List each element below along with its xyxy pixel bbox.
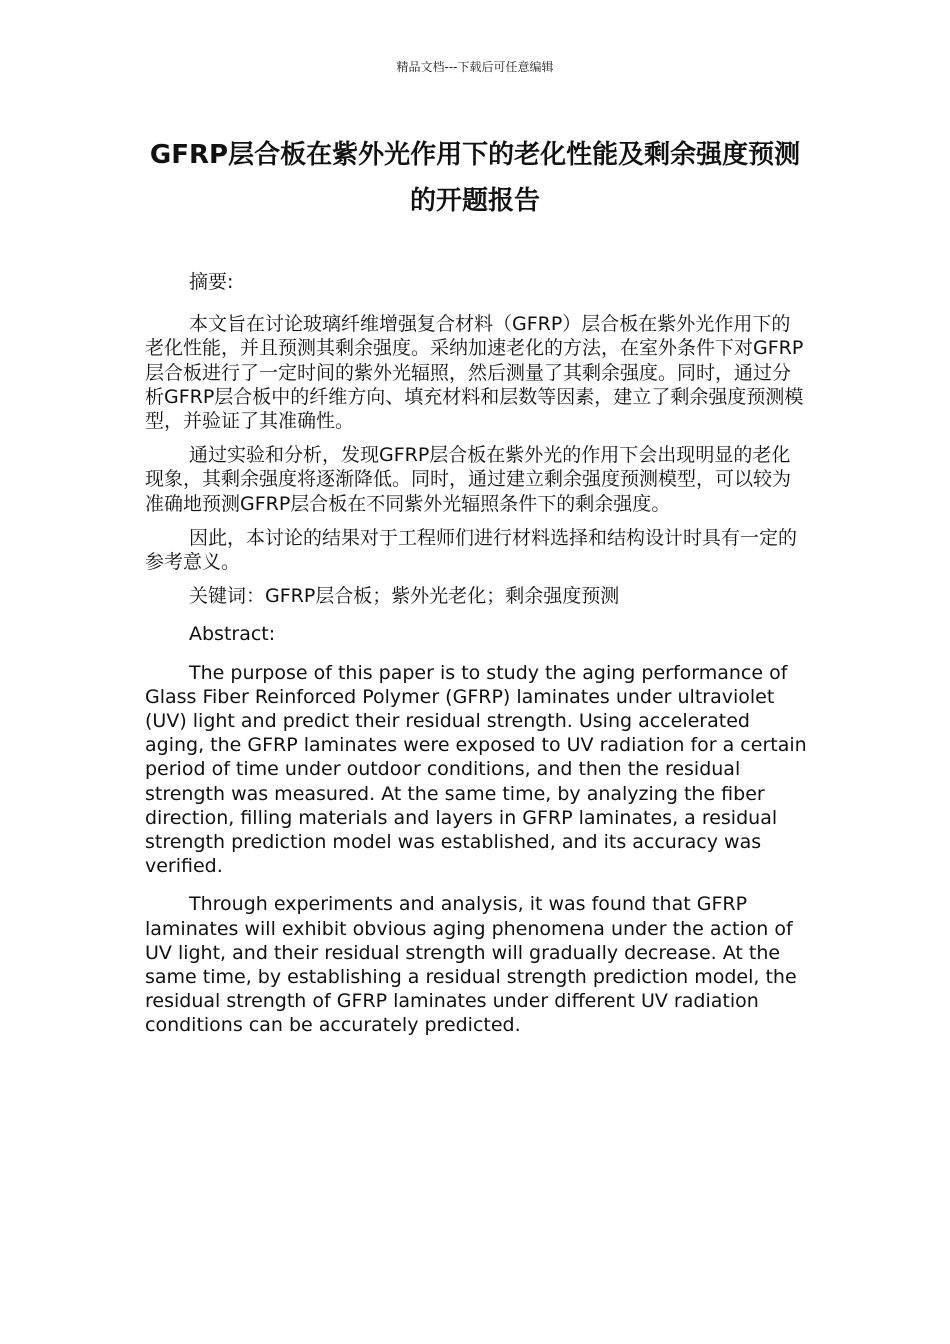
abstract-label-cn: 摘要: xyxy=(189,271,234,293)
document-title: GFRP层合板在紫外光作用下的老化性能及剩余强度预测的开题报告 xyxy=(149,140,801,216)
abstract-cn-paragraph-3: 因此，本讨论的结果对于工程师们进行材料选择和结构设计时具有一定的参考意义。 xyxy=(145,526,798,574)
abstract-en-paragraph-1: The purpose of this paper is to study the aging performance of Glass Fiber Reinforced Polymer (GFRP) laminates under ultraviolet (UV) light and predict their residual strength. Using accelerated aging, the GFRP laminates were exposed to UV radiation for a certain period of time under outdoor conditions, and then the residual strength was measured. At the same time, by analyzing the fiber direction, filling materials and layers in GFRP laminates, a residual strength prediction model was established, and its accuracy was verified. xyxy=(145,661,807,878)
abstract-cn-paragraph-2: 通过实验和分析，发现GFRP层合板在紫外光的作用下会出现明显的老化现象，其剩余强度将逐渐降低。同时，通过建立剩余强度预测模型，可以较为准确地预测GFRP层合板在不同紫外光辐照条件下的剩余强度。 xyxy=(145,444,792,515)
abstract-en-paragraph-2: Through experiments and analysis, it was found that GFRP laminates will exhibit obvious aging phenomena under the action of UV light, and their residual strength will gradually decrease. At the same time, by establishing a residual strength prediction model, the residual strength of GFRP laminates under different UV radiation conditions can be accurately predicted. xyxy=(145,893,797,1037)
abstract-label-en: Abstract: xyxy=(189,623,276,646)
abstract-cn-paragraph-1: 本文旨在讨论玻璃纤维增强复合材料（GFRP）层合板在紫外光作用下的老化性能，并且预测其剩余强度。采纳加速老化的方法，在室外条件下对GFRP层合板进行了一定时间的紫外光辐照，然后测量了其剩余强度。同时，通过分析GFRP层合板中的纤维方向、填充材料和层数等因素，建立了剩余强度预测模型，并验证了其准确性。 xyxy=(145,313,804,433)
header-note: 精品文档---下载后可任意编辑 xyxy=(396,60,554,74)
keywords: 关键词：GFRP层合板；紫外光老化；剩余强度预测 xyxy=(189,585,620,608)
document-body xyxy=(145,270,807,1052)
